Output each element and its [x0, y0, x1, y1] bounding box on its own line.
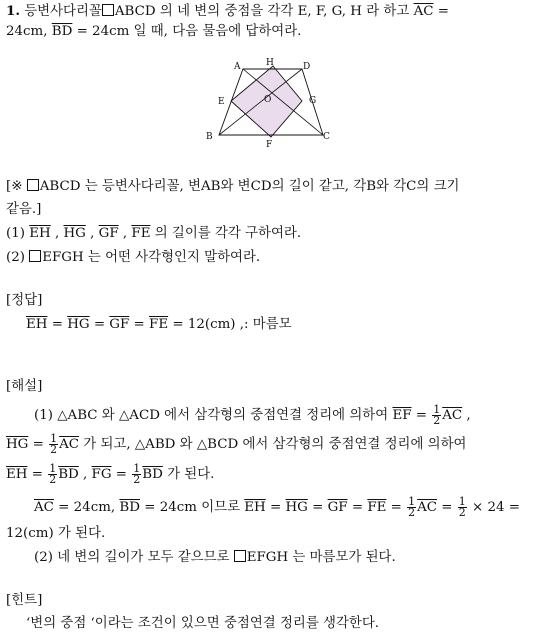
hint-header: [힌트]: [6, 593, 43, 608]
answer-header: [정답]: [6, 293, 43, 308]
label-e: E: [218, 97, 225, 107]
note-line-1: [※ ABCD 는 등변사다리꼴, 변AB와 변CD의 길이 같고, 각B와 각C의 크기: [6, 179, 460, 194]
problem-text-1: 등변사다리꼴 ABCD 의 네 변의 중점을 각각 E, F, G, H 라 하고 $\overline{AC}$ =: [24, 4, 449, 19]
explanation-header: [해설]: [6, 379, 43, 394]
label-h: H: [266, 58, 274, 68]
label-o: O: [264, 95, 272, 105]
explanation-line-2: $\overline{HG}$ = $\frac{1}{2}$ $\overline{AC}$ 가 되고, △ABD 와 △BCD 에서 삼각형의 중점연결 정리에 의하여: [6, 432, 467, 456]
explanation-line-1: (1) △ABC 와 △ACD 에서 삼각형의 중점연결 정리에 의하여 $\overline{EF}$ = $\frac{1}{2}$ $\overline{AC}$ ,: [34, 403, 471, 427]
label-b: B: [206, 132, 213, 142]
label-g: G: [309, 96, 317, 106]
explanation-line-5: 12(cm) 가 된다.: [6, 526, 106, 541]
question-2: (2) EFGH 는 어떤 사각형인지 말하여라.: [6, 250, 261, 265]
answer-text: $\overline{EH} = \overline{HG} = \overline{GF} = \overline{FE} = 12(cm)$ ,: 마름모: [26, 317, 292, 332]
explanation-line-6: (2) 네 변의 길이가 모두 같으므로 EFGH 는 마름모가 된다.: [34, 550, 396, 565]
label-d: D: [303, 62, 311, 72]
trapezoid-figure: [200, 58, 340, 154]
label-f: F: [266, 140, 273, 150]
explanation-line-4: $\overline{AC} = 24cm$, $\overline{BD} = 24cm$ 이므로 $\overline{EH} = \overline{HG} = \overline{GF} = \overline{FE}$ = $\frac{1}{2}$ $\overline{AC}$ = $\frac{1}{2}$ × 24 =: [34, 495, 521, 519]
label-c: C: [323, 132, 330, 142]
problem-line-1: [6, 2, 530, 21]
explanation-line-3: $\overline{EH}$ = $\frac{1}{2}$ $\overline{BD}$ , $\overline{FG}$ = $\frac{1}{2}$ $\overline{BD}$ 가 된다.: [6, 462, 215, 486]
hint-text: ‘변의 중점 ‘이라는 조건이 있으면 중점연결 정리를 생각한다.: [26, 616, 380, 631]
question-1: (1) $\overline{EH}$ , $\overline{HG}$ , $\overline{GF}$ , $\overline{FE}$ 의 길이를 각각 구하여라.: [6, 226, 302, 241]
problem-line-2: 24cm, $\overline{BD} = 24cm$ 일 때, 다음 물음에 답하여라.: [6, 24, 302, 39]
note-line-2: 같음.]: [6, 202, 42, 217]
problem-number: 1.: [6, 3, 20, 19]
label-a: A: [234, 62, 241, 72]
